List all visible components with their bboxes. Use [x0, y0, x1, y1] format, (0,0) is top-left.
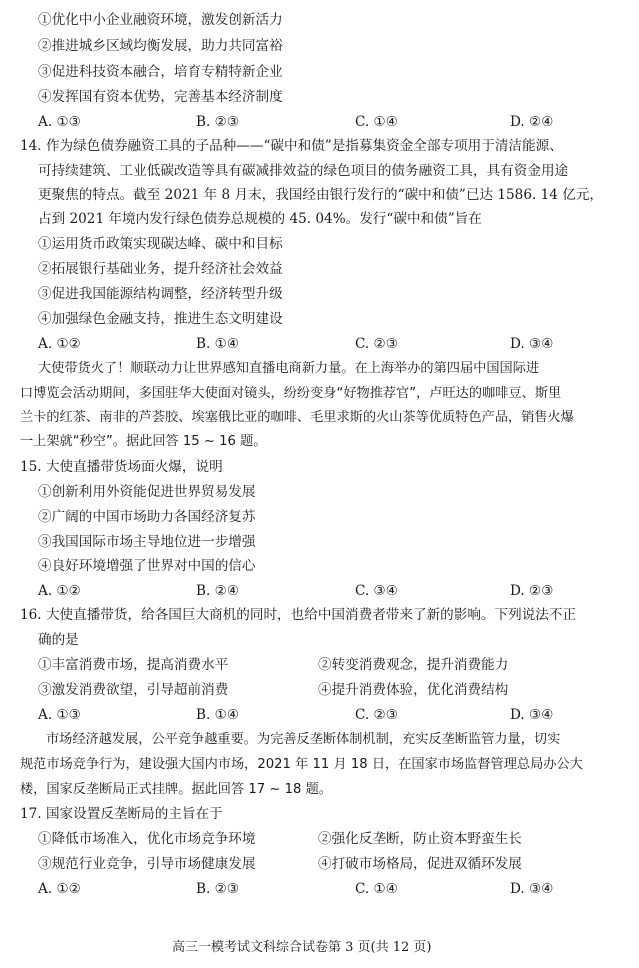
q13-choice-c: C. ①④ [355, 114, 398, 130]
q17-stem: 17. 国家设置反垄断局的主旨在于 [20, 806, 223, 822]
q16-option-2: ②转变消费观念，提升消费能力 [318, 657, 509, 673]
q17-option-1: ①降低市场准入，优化市场竞争环境 [38, 831, 256, 847]
q16-choice-c: C. ②③ [355, 707, 398, 723]
q17-option-2: ②强化反垄断，防止资本野蛮生长 [318, 831, 522, 847]
q15-choice-c: C. ③④ [355, 583, 398, 599]
q15-choice-d: D. ②③ [510, 583, 554, 599]
q13-choice-d: D. ②④ [510, 114, 554, 130]
q14-option-3: ③促进我国能源结构调整，经济转型升级 [38, 286, 283, 302]
material-1-line-4: 一上架就“秒空”。据此回答 15 ~ 16 题。 [20, 434, 267, 449]
q13-option-1: ①优化中小企业融资环境，激发创新活力 [38, 12, 283, 28]
q17-choice-b: B. ②③ [196, 881, 240, 897]
q17-option-3: ③规范行业竞争，引导市场健康发展 [38, 856, 256, 872]
material-1-line-3: 兰卡的红茶、南非的芦荟胶、埃塞俄比亚的咖啡、毛里求斯的火山茶等优质特色产品，销售火爆 [20, 410, 574, 425]
q15-option-4: ④良好环境增强了世界对中国的信心 [38, 558, 256, 574]
q14-choice-c: C. ②③ [355, 336, 398, 352]
q14-option-2: ②拓展银行基础业务，提升经济社会效益 [38, 261, 283, 277]
q17-option-4: ④打破市场格局，促进双循环发展 [318, 856, 522, 872]
q16-choice-d: D. ③④ [510, 707, 554, 723]
q13-choice-a: A. ①③ [38, 114, 81, 130]
q16-option-4: ④提升消费体验，优化消费结构 [318, 682, 509, 698]
q16-stem-line-1: 16. 大使直播带货，给各国巨大商机的同时，也给中国消费者带来了新的影响。下列说法不正 [20, 607, 577, 623]
q15-option-3: ③我国国际市场主导地位进一步增强 [38, 534, 256, 550]
material-2-line-3: 楼，国家反垄断局正式挂牌。据此回答 17 ~ 18 题。 [20, 782, 332, 797]
page-footer: 高三一模考试文科综合试卷第 3 页(共 12 页) [172, 940, 432, 955]
q17-choice-c: C. ①④ [355, 881, 398, 897]
q15-option-1: ①创新利用外资能促进世界贸易发展 [38, 484, 256, 500]
q16-choice-a: A. ①③ [38, 707, 81, 723]
q17-choice-d: D. ③④ [510, 881, 554, 897]
material-2-line-1: 市场经济越发展，公平竞争越重要。为完善反垄断体制机制，充实反垄断监管力量，切实 [46, 732, 561, 747]
q16-option-3: ③激发消费欲望，引导超前消费 [38, 682, 229, 698]
q15-option-2: ②广阔的中国市场助力各国经济复苏 [38, 509, 256, 525]
q14-option-4: ④加强绿色金融支持，推进生态文明建设 [38, 311, 283, 327]
q14-stem-line-4: 占到 2021 年境内发行绿色债券总规模的 45. 04%。发行“碳中和债”旨在 [38, 211, 482, 227]
q13-choice-b: B. ②③ [196, 114, 240, 130]
q14-choice-a: A. ①② [38, 336, 81, 352]
q13-option-4: ④发挥国有资本优势，完善基本经济制度 [38, 89, 283, 105]
q15-stem: 15. 大使直播带货场面火爆，说明 [20, 459, 223, 475]
q16-choice-b: B. ①④ [196, 707, 240, 723]
material-1-line-2: 口博览会活动期间，多国驻华大使面对镜头，纷纷变身“好物推荐官”，卢旺达的咖啡豆、斯里 [20, 386, 562, 401]
q15-choice-b: B. ②④ [196, 583, 240, 599]
q15-choice-a: A. ①② [38, 583, 81, 599]
material-2-line-2: 规范市场竞争行为，建设强大国内市场，2021 年 11 月 18 日，在国家市场监督管理总局办公大 [20, 757, 583, 772]
q14-option-1: ①运用货币政策实现碳达峰、碳中和目标 [38, 236, 283, 252]
q16-option-1: ①丰富消费市场，提高消费水平 [38, 657, 229, 673]
q13-option-2: ②推进城乡区域均衡发展，助力共同富裕 [38, 38, 283, 54]
q14-choice-b: B. ①④ [196, 336, 240, 352]
q17-choice-a: A. ①② [38, 881, 81, 897]
q13-option-3: ③促进科技资本融合，培育专精特新企业 [38, 64, 283, 80]
material-1-line-1: 大使带货火了！顺联动力让世界感知直播电商新力量。在上海举办的第四届中国国际进 [38, 361, 540, 376]
q16-stem-line-2: 确的是 [38, 632, 79, 648]
q14-stem-line-1: 14. 作为绿色债券融资工具的子品种——“碳中和债”是指募集资金全部专项用于清洁能源、 [20, 138, 563, 154]
q14-stem-line-2: 可持续建筑、工业低碳改造等具有碳减排效益的绿色项目的债务融资工具，具有资金用途 [38, 163, 569, 179]
q14-choice-d: D. ③④ [510, 336, 554, 352]
q14-stem-line-3: 更聚焦的特点。截至 2021 年 8 月末，我国经由银行发行的“碳中和债”已达 1586. 14 亿元， [38, 187, 604, 203]
